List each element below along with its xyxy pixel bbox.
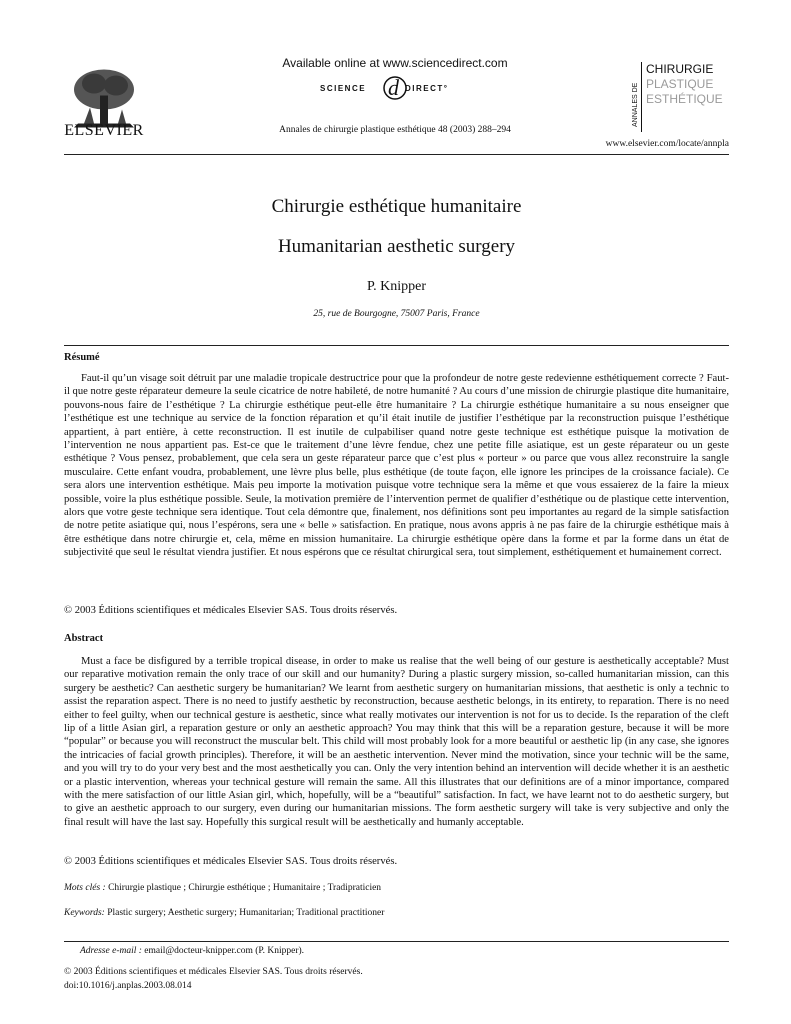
article-title-fr: Chirurgie esthétique humanitaire	[271, 196, 522, 217]
email-footnote	[80, 946, 304, 956]
header-rule	[64, 154, 729, 155]
sciencedirect-word-left: SCIENCE	[320, 84, 367, 93]
publisher-name: ELSEVIER	[64, 122, 144, 139]
sciencedirect-word-right: DIRECT°	[405, 84, 449, 93]
resume-heading: Résumé	[64, 352, 100, 363]
abstract-heading: Abstract	[64, 633, 104, 644]
journal-citation: Annales de chirurgie plastique esthétique 48 (2003) 288–294	[279, 125, 511, 135]
email-label: Adresse e-mail :	[80, 946, 142, 956]
annales-text: ANNALES DE	[632, 82, 639, 127]
author-address: 25, rue de Bourgogne, 75007 Paris, France	[313, 309, 480, 319]
svg-text:d: d	[388, 75, 399, 100]
resume-copyright: © 2003 Éditions scientifiques et médicales Elsevier SAS. Tous droits réservés.	[64, 605, 398, 616]
title-rule	[64, 345, 729, 346]
footer-rule	[64, 941, 729, 942]
journal-logo-line2: PLASTIQUE	[646, 77, 714, 91]
journal-logo-line3: ESTHÉTIQUE	[646, 92, 723, 106]
abstract-copyright: © 2003 Éditions scientifiques et médicales Elsevier SAS. Tous droits réservés.	[64, 856, 398, 867]
keywords-en-label: Keywords:	[64, 908, 105, 918]
email-value[interactable]: email@docteur-knipper.com (P. Knipper).	[144, 946, 305, 956]
available-online: Available online at www.sciencedirect.com	[282, 56, 508, 70]
author-name: P. Knipper	[366, 279, 427, 294]
journal-url[interactable]: www.elsevier.com/locate/annpla	[605, 139, 729, 149]
keywords-fr	[64, 883, 729, 893]
doi[interactable]: doi:10.1016/j.anplas.2003.08.014	[64, 981, 192, 991]
resume-text: Faut-il qu’un visage soit détruit par une maladie tropicale destructrice pour que la profondeur de notre geste redevienne esthétiquement correcte ? Faut-il que notre geste réparateur demeure la seule cicatrice de notre habileté, de notre humanité ? Au cours d’une mission de chirurgie plastique dite humanitaire, pouvons-nous faire de l’esthétique ? La chirurgie esthétique peut-elle être humanitaire ? La chirurgie esthétique humanitaire a su nous enseigner que l’esthétique est une technique au service de la fonction réparation et qu’il était inutile de justifier l’esthétique par la reconstruction puisque l’esthétique appartient, à part entière, à cette reconstruction. Il est inutile de culpabiliser quand notre geste technique est esthétique puisque la motivation de l’intervention ne nous appartient pas. Est-ce que le traitement d’une lèvre fendue, chez une petite fille asiatique, est un geste réparateur ou un geste esthétique ? Vous pensez, probablement, que cela sera un geste réparateur parce que c’est plus « porteur » ou parce que vous allez reconstruire la sangle musculaire. Cette enfant voudra, probablement, une lèvre plus belle, plus esthétique (de toute façon, elle ignore les principes de la croissance faciale). Ce sera alors une intervention esthétique. Mais peu importe la motivation puisque votre technique sera la même et que vous essaierez de la faire la mieux possible, voire la plus esthétique possible. Seule, la motivation première de l’intervention permet de qualifier d’esthétique ou de plastique cette intervention, alors que votre geste technique sera identique. Tout cela démontre que, finalement, nos définitions sont peu importantes au regard de la simple satisfaction de notre petite asiatique qui, nous l’espérons, sera une « belle » satisfaction. En pratique, nous avons appris à ne pas faire de la chirurgie esthétique mais à être esthétique dans notre chirurgie et, cela, même en mission humanitaire. La chirurgie esthétique opère dans la forme et par la forme dans un état de subjectivité que seul le résultat viendra justifier. Et nous espérons que ce résultat chirurgical sera, tout simplement, esthétiquement et humainement correct.	[64, 373, 729, 559]
keywords-en-values: Plastic surgery; Aesthetic surgery; Humanitarian; Traditional practitioner	[107, 908, 385, 918]
abstract-text: Must a face be disfigured by a terrible tropical disease, in order to make us realise that the well being of our gesture is aesthetically acceptable? Must our reparative motivation remain the only trace of our skill and our humanity? During a plastic surgery mission, so-called humanitarian mission, can this surgery be aesthetic? Can aesthetic surgery be humanitarian? We learnt from aesthetic surgery on humanitarian missions, that aesthetic is only a technic to assist the reparation aspect. There is no need to justify aesthetic by reconstruction, because aesthetic belongs, in its entirety, to reparation. There is no need either to feel guilty, when our technical gesture is aesthetic, since what really motivates our intervention is not for us to decide. Is the reparation of the cleft lip of a little Asian girl, a reparation gesture or only an aesthetic approach? You may think that this will be a reparation gesture, because it will be more “popular” or because you will reconstruct the muscular belt. This child will most probably look for a more beautiful or aesthetic lip (in any case, she ignores the intricacies of facial growth principles). Therefore, it will be an aesthetic intervention. Never mind the motivation, since your technic will be the same, and you will try to do your very best and the most aesthetically you can. Only the very intention behind an intervention will decide whether it is an aesthetic or a plastic intervention, whereas your technical gesture will remain the same. All this illustrates that our definitions are of a minor importance, compared with the mere satisfaction of our little Asian girl, which, hopefully, will be a “beautiful” satisfaction. In fact, we have learnt not to do aesthetic surgery, but to give an aesthetic approach to our surgery, even during our humanitarian missions. The form aesthetic surgery will take is very subjective and only the final result will have the last say. Hopefully this surgical result will be aesthetically and humanly acceptable.	[64, 656, 729, 828]
keywords-fr-label: Mots clés :	[64, 883, 106, 893]
journal-logo-line1: CHIRURGIE	[646, 62, 714, 76]
keywords-fr-values: Chirurgie plastique ; Chirurgie esthétique ; Humanitaire ; Tradipraticien	[108, 883, 382, 893]
footer-copyright: © 2003 Éditions scientifiques et médicales Elsevier SAS. Tous droits réservés.	[64, 967, 363, 977]
keywords-en	[64, 908, 729, 918]
article-title-en: Humanitarian aesthetic surgery	[277, 236, 516, 257]
journal-logo-divider	[641, 62, 642, 132]
